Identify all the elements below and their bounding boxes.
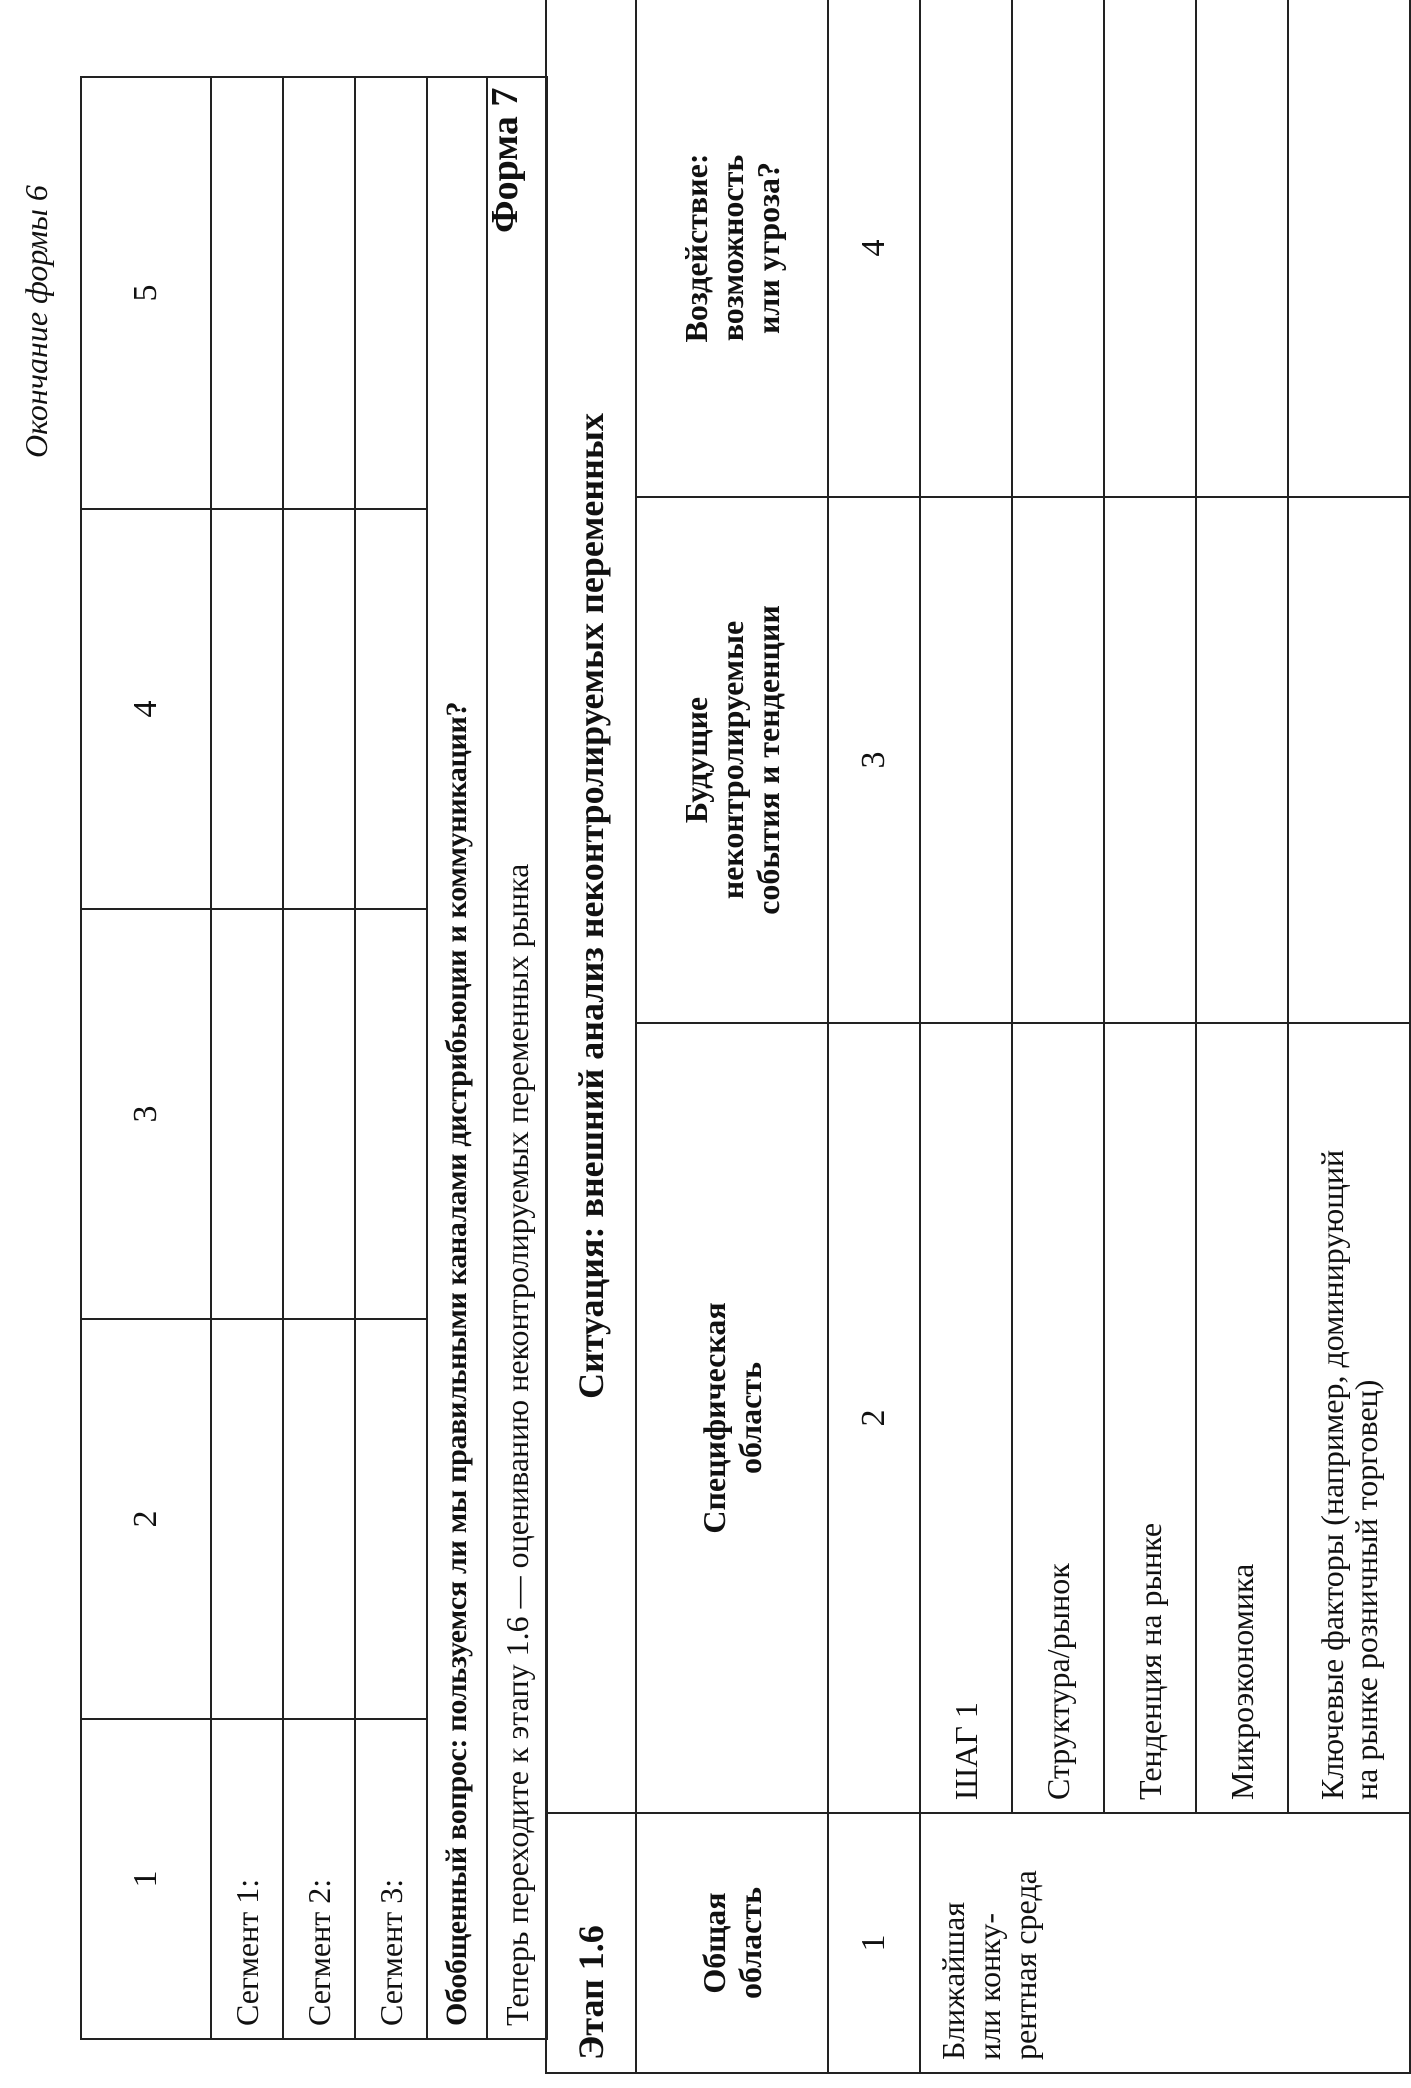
column-number: 4 (828, 0, 920, 497)
specific-area: Тенденция на рынке (1104, 1023, 1196, 1813)
form6-col-number: 4 (81, 509, 211, 909)
form6-segment-row (211, 77, 283, 2039)
specific-area: ШАГ 1 (920, 1023, 1012, 1813)
form6-segment-row (355, 77, 427, 2039)
table-cell (211, 77, 283, 509)
table-cell (211, 509, 283, 909)
table-cell (1012, 497, 1104, 1023)
table-cell (1288, 497, 1410, 1023)
table-cell (355, 909, 427, 1319)
table-cell (1196, 0, 1288, 497)
table-cell (1196, 497, 1288, 1023)
table-cell (920, 497, 1012, 1023)
table-cell (1104, 0, 1196, 497)
segment-label: Сегмент 2: (283, 1719, 355, 2039)
table-cell (355, 1319, 427, 1719)
form6-col-number: 5 (81, 77, 211, 509)
column-header: Специфическая область (636, 1023, 828, 1813)
form6-number-row (81, 77, 211, 2039)
continuation-title: Окончание формы 6 (18, 185, 54, 458)
table-cell (355, 77, 427, 509)
stage-title: Ситуация: внешний анализ неконтролируемых переменных (546, 0, 636, 1813)
table-cell (1104, 497, 1196, 1023)
table-cell (283, 509, 355, 909)
table-row (1012, 0, 1104, 2073)
form6-col-number: 3 (81, 909, 211, 1319)
form7-table (545, 0, 1411, 2074)
stage-label: Этап 1.6 (546, 1813, 636, 2073)
form6-next-step-row (487, 77, 547, 2039)
column-header: Общая область (636, 1813, 828, 2073)
table-row (1196, 0, 1288, 2073)
form7-header-row (636, 0, 828, 2073)
form6-summary-row (427, 77, 487, 2039)
column-number: 2 (828, 1023, 920, 1813)
table-cell (283, 909, 355, 1319)
form6-segment-row (283, 77, 355, 2039)
form7-number-row (828, 0, 920, 2073)
specific-area: Структура/рынок (1012, 1023, 1104, 1813)
table-cell (211, 909, 283, 1319)
table-cell (283, 1319, 355, 1719)
table-cell (211, 1319, 283, 1719)
specific-area: Ключевые факторы (например, доминирующий на рынке розничный торговец) (1288, 1023, 1410, 1813)
segment-label: Сегмент 3: (355, 1719, 427, 2039)
specific-area: Микроэкономика (1196, 1023, 1288, 1813)
table-cell (283, 77, 355, 509)
table-cell (1288, 0, 1410, 497)
column-header: Будущие неконтролируемые события и тенденции (636, 497, 828, 1023)
form6-table (80, 76, 548, 2040)
column-number: 3 (828, 497, 920, 1023)
general-area: Ближайшая или конку- рентная среда (920, 1813, 1410, 2073)
next-step-text: Теперь переходите к этапу 1.6 — оцениванию неконтролируемых переменных рынка (487, 77, 547, 2039)
segment-label: Сегмент 1: (211, 1719, 283, 2039)
form7-label: Форма 7 (484, 87, 526, 233)
column-header: Воздействие: возможность или угроза? (636, 0, 828, 497)
table-row (920, 0, 1012, 2073)
table-cell (1012, 0, 1104, 497)
column-number: 1 (828, 1813, 920, 2073)
form6-col-number: 1 (81, 1719, 211, 2039)
table-cell (920, 0, 1012, 497)
table-row (1104, 0, 1196, 2073)
form6-col-number: 2 (81, 1319, 211, 1719)
summary-question: Обобщенный вопрос: пользуемся ли мы правильными каналами дистрибьюции и коммуникации? (427, 77, 487, 2039)
table-row (1288, 0, 1410, 2073)
table-cell (355, 509, 427, 909)
form7-stage-row (546, 0, 636, 2073)
